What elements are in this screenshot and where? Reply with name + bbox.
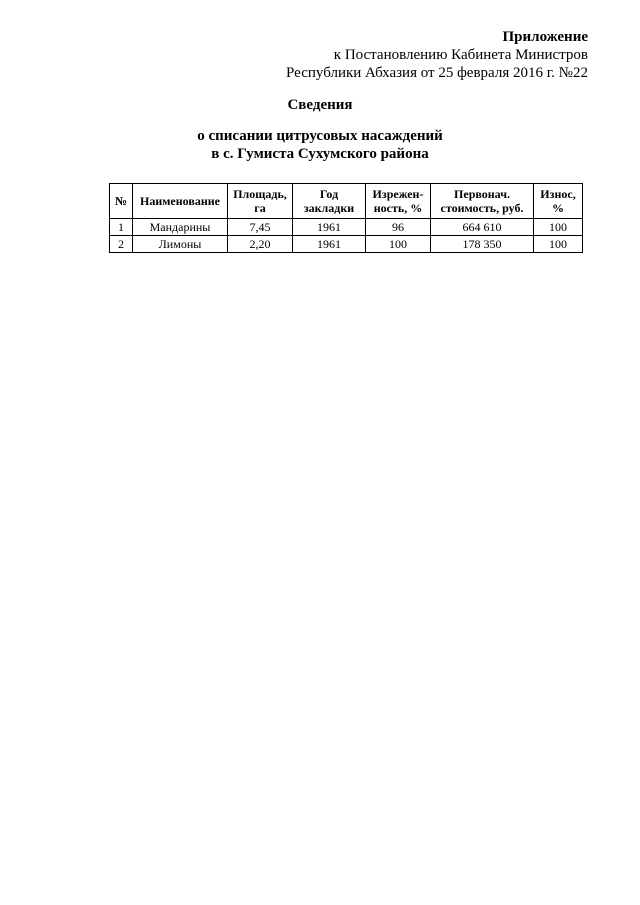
header-year-line-2: закладки [303,201,355,215]
appendix-line-2: Республики Абхазия от 25 февраля 2016 г. №22 [286,65,588,81]
header-area-line-1: Площадь, [233,187,287,201]
header-year-line-1: Год [319,187,339,201]
header-number-line-1: № [114,194,128,208]
header-name-line-1: Наименование [140,194,220,208]
header-area [228,184,293,219]
table-row [110,236,583,253]
header-year [293,184,366,219]
header-wear-line-2: % [552,201,564,215]
cell-area: 2,20 [228,236,293,253]
header-wear-line-1: Износ, [540,187,576,201]
header-sparseness-line-1: Изрежен- [372,187,424,201]
header-initial-cost-line-1: Первонач. [454,187,510,201]
cell-year: 1961 [293,236,366,253]
header-wear [534,184,583,219]
appendix-line-1: к Постановлению Кабинета Министров [333,47,588,63]
cell-area: 7,45 [228,219,293,236]
cell-initial-cost: 664 610 [431,219,534,236]
cell-sparseness: 100 [366,236,431,253]
cell-name: Лимоны [133,236,228,253]
cell-sparseness: 96 [366,219,431,236]
cell-wear: 100 [534,219,583,236]
table-row [110,219,583,236]
cell-number: 1 [110,219,133,236]
header-name [133,184,228,219]
citrus-writeoff-table [109,183,583,253]
document-title: Сведения [287,97,353,113]
cell-name: Мандарины [133,219,228,236]
header-initial-cost-line-2: стоимость, руб. [440,201,524,215]
cell-initial-cost: 178 350 [431,236,534,253]
appendix-title: Приложение [502,29,588,45]
table-header-row [110,184,583,219]
document-subtitle-2: в с. Гумиста Сухумского района [211,146,429,162]
appendix-block [168,28,588,82]
header-sparseness-line-2: ность, % [373,201,423,215]
header-area-line-2: га [254,201,266,215]
header-number [110,184,133,219]
header-initial-cost [431,184,534,219]
cell-number: 2 [110,236,133,253]
header-sparseness [366,184,431,219]
cell-wear: 100 [534,236,583,253]
document-subtitle-1: о списании цитрусовых насаждений [197,128,443,144]
cell-year: 1961 [293,219,366,236]
